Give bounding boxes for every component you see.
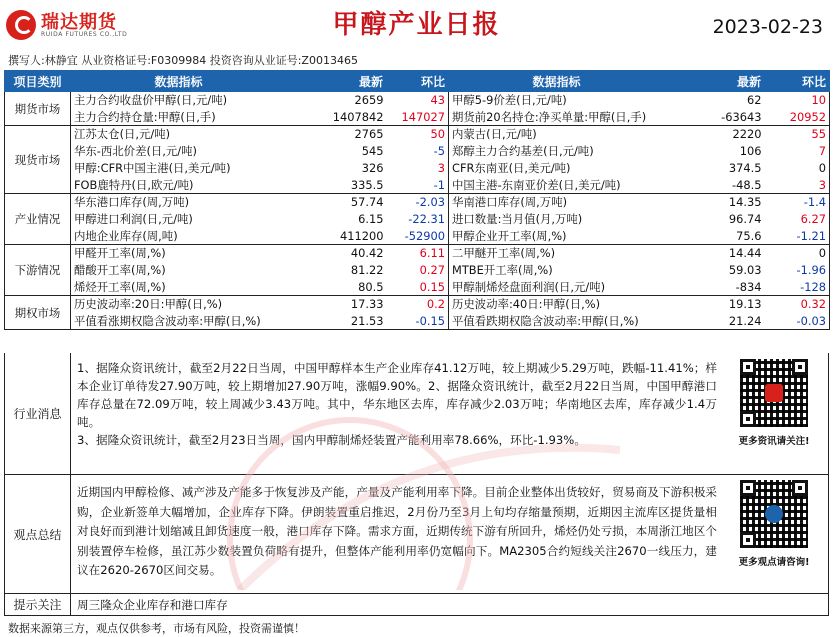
left-latest-cell: 545 bbox=[361, 144, 384, 158]
right-indicator-cell: 甲醇5-9价差(日,元/吨) bbox=[452, 93, 567, 108]
right-latest-cell: 2220 bbox=[732, 127, 762, 142]
view-text: 近期国内甲醇检修、减产涉及产能多于恢复涉及产能，产量及产能利用率下降。目前企业整体出货较好，贸易商及下游积极采购，企业新签单大幅增加，企业库存下降。伊朗装置重启推迟，2月份乃至3月上旬均存缩量预期，近期因主流库区提货量相对良好而到港计划缩减且卸货速度一般，港口库存下降。需求方面，近期传统下游有所回升，烯烃仍处亏损，本周浙江地区个别装置停车检修，虽江苏少数装置负荷略有提升，但整体产能利用率仍宽幅向下。MA2305合约短线关注2670一线压力，建议在2620-2670区间交易。 bbox=[77, 485, 717, 577]
right-indicator-cell: 二甲醚开工率(周,%) bbox=[452, 246, 556, 261]
left-change-cell: 0.2 bbox=[387, 296, 449, 313]
right-indicator-cell: 历史波动率:40日:甲醇(日,%) bbox=[452, 297, 601, 312]
header-latest-left: 最新 bbox=[287, 71, 387, 92]
right-latest-cell: 374.5 bbox=[728, 161, 762, 175]
table-header-row bbox=[5, 71, 830, 92]
left-indicator-cell: 甲醛开工率(周,%) bbox=[74, 246, 166, 261]
right-indicator-cell: MTBE开工率(周,%) bbox=[452, 263, 553, 277]
left-change-cell: 43 bbox=[387, 92, 449, 109]
right-latest-cell: -834 bbox=[665, 279, 765, 296]
table-row bbox=[5, 177, 830, 194]
right-change-cell: -128 bbox=[765, 279, 830, 296]
left-indicator-cell: 烯烃开工率(周,%) bbox=[71, 279, 287, 296]
left-latest-cell: 411200 bbox=[287, 228, 387, 245]
header-category: 项目类别 bbox=[5, 71, 71, 92]
right-change-cell: 10 bbox=[765, 92, 830, 109]
right-latest-cell: 106 bbox=[739, 144, 762, 158]
view-qr-caption: 更多观点请咨询! bbox=[738, 557, 810, 568]
right-latest-cell: 96.74 bbox=[728, 212, 762, 226]
left-indicator-cell: 内地企业库存(周,吨) bbox=[71, 228, 287, 245]
category-cell: 期权市场 bbox=[5, 296, 71, 330]
right-indicator-cell: 内蒙古(日,元/吨) bbox=[452, 127, 537, 142]
right-change-cell: -1.96 bbox=[765, 262, 830, 279]
logo-text: 瑞达期货 bbox=[41, 12, 117, 33]
table-row bbox=[5, 109, 830, 126]
left-change-cell: -52900 bbox=[387, 228, 449, 245]
left-indicator-cell: 平值看涨期权隐含波动率:甲醇(日,%) bbox=[71, 313, 287, 330]
industry-news-section bbox=[4, 353, 829, 475]
left-indicator-cell: 主力合约收盘价甲醇(日,元/吨) bbox=[74, 93, 228, 108]
left-indicator-cell: 甲醇:CFR中国主港(日,美元/吨) bbox=[74, 161, 231, 175]
left-change-cell: 50 bbox=[387, 126, 449, 143]
qr-code-icon bbox=[740, 480, 808, 548]
header-indicator-right: 数据指标 bbox=[449, 71, 665, 92]
category-cell: 期货市场 bbox=[5, 92, 71, 126]
right-latest-cell: -48.5 bbox=[665, 177, 765, 194]
tip-text: 周三隆众企业库存和港口库存 bbox=[77, 598, 228, 612]
left-change-cell: -1 bbox=[387, 177, 449, 194]
table-row bbox=[5, 194, 830, 211]
news-qr-box bbox=[724, 359, 824, 447]
left-latest-cell: 2659 bbox=[354, 93, 384, 108]
table-row bbox=[5, 92, 830, 109]
data-table bbox=[4, 70, 830, 330]
right-change-cell: 7 bbox=[765, 143, 830, 160]
right-change-cell: 3 bbox=[765, 177, 830, 194]
view-qr-box bbox=[724, 480, 824, 568]
left-indicator-cell: FOB鹿特丹(日,欧元/吨) bbox=[71, 177, 287, 194]
right-indicator-cell: CFR东南亚(日,美元/吨) bbox=[452, 161, 571, 175]
left-indicator-cell: 华东-西北价差(日,元/吨) bbox=[74, 144, 197, 158]
qr-code-icon bbox=[740, 359, 808, 427]
table-body bbox=[5, 92, 830, 330]
view-category: 观点总结 bbox=[5, 475, 71, 593]
left-change-cell: 3 bbox=[387, 160, 449, 177]
table-row bbox=[5, 313, 830, 330]
header-change-right: 环比 bbox=[765, 71, 830, 92]
right-indicator-cell: 郑醇主力合约基差(日,元/吨) bbox=[452, 144, 594, 158]
right-latest-cell: -63643 bbox=[665, 109, 765, 126]
left-indicator-cell: 江苏太仓(日,元/吨) bbox=[74, 127, 171, 142]
right-indicator-cell: 进口数量:当月值(月,万吨) bbox=[452, 212, 583, 226]
left-change-cell: 0.27 bbox=[387, 262, 449, 279]
right-change-cell: -0.03 bbox=[765, 313, 830, 330]
right-indicator-cell: 甲醇企业开工率(周,%) bbox=[449, 228, 665, 245]
right-indicator-cell: 期货前20名持仓:净买单量:甲醇(日,手) bbox=[449, 109, 665, 126]
right-change-cell: 20952 bbox=[765, 109, 830, 126]
right-latest-cell: 59.03 bbox=[728, 263, 762, 277]
table-row bbox=[5, 296, 830, 313]
left-latest-cell: 17.33 bbox=[350, 297, 384, 312]
left-latest-cell: 80.5 bbox=[287, 279, 387, 296]
category-cell: 下游情况 bbox=[5, 245, 71, 296]
author-line: 撰写人:林静宜 从业资格证号:F0309984 投资咨询从业证号:Z0013465 bbox=[8, 54, 358, 67]
left-change-cell: -22.31 bbox=[387, 211, 449, 228]
viewpoint-section bbox=[4, 475, 829, 594]
right-indicator-cell: 中国主港-东南亚价差(日,美元/吨) bbox=[449, 177, 665, 194]
right-indicator-cell: 甲醇制烯烃盘面利润(日,元/吨) bbox=[449, 279, 665, 296]
right-latest-cell: 14.35 bbox=[728, 195, 762, 210]
table-row bbox=[5, 126, 830, 143]
disclaimer: 数据来源第三方，观点仅供参考，市场有风险，投资需谨慎！ bbox=[8, 622, 305, 635]
left-latest-cell: 21.53 bbox=[287, 313, 387, 330]
left-latest-cell: 57.74 bbox=[350, 195, 384, 210]
left-indicator-cell: 醋酸开工率(周,%) bbox=[74, 263, 166, 277]
report-date: 2023-02-23 bbox=[712, 16, 823, 38]
right-latest-cell: 21.24 bbox=[665, 313, 765, 330]
category-cell: 现货市场 bbox=[5, 126, 71, 194]
left-latest-cell: 40.42 bbox=[350, 246, 384, 261]
logo-en-text: RUIDA FUTURES CO.,LTD bbox=[41, 31, 128, 38]
table-row bbox=[5, 279, 830, 296]
right-change-cell: 6.27 bbox=[765, 211, 830, 228]
left-change-cell: 0.15 bbox=[387, 279, 449, 296]
table-row bbox=[5, 228, 830, 245]
right-change-cell: 0 bbox=[765, 245, 830, 262]
tip-section bbox=[4, 594, 829, 616]
table-row bbox=[5, 160, 830, 177]
right-latest-cell: 19.13 bbox=[728, 297, 762, 312]
left-indicator-cell: 华东港口库存(周,万吨) bbox=[74, 195, 190, 210]
table-row bbox=[5, 245, 830, 262]
tip-category: 提示关注 bbox=[5, 594, 71, 615]
left-change-cell: 6.11 bbox=[387, 245, 449, 262]
news-text: 1、据隆众资讯统计，截至2月22日当周，中国甲醇样本生产企业库存41.12万吨，较上期减少5.29万吨，跌幅-11.41%；样本企业订单待发27.90万吨，较上期增加27.90万吨，涨幅9.90%。2、据隆众资讯统计，截至2月22日当周，中国甲醇港口库存总量在72.09万吨，较上周减少3.43万吨。其中，华东地区去库，库存减少2.03万吨；华南地区去库，库存减少1.4万吨。 3、据隆众资讯统计，截至2月23日当周，国内甲醇制烯烃装置产能利用率78.66%，环比-1.93%。 bbox=[77, 361, 717, 447]
header-latest-right: 最新 bbox=[665, 71, 765, 92]
right-indicator-cell: 华南港口库存(周,万吨) bbox=[452, 195, 568, 210]
report-title: 甲醇产业日报 bbox=[332, 10, 501, 40]
left-latest-cell: 81.22 bbox=[350, 263, 384, 277]
table-row bbox=[5, 211, 830, 228]
right-change-cell: 55 bbox=[765, 126, 830, 143]
table-row bbox=[5, 143, 830, 160]
left-indicator-cell: 历史波动率:20日:甲醇(日,%) bbox=[74, 297, 223, 312]
header-change-left: 环比 bbox=[387, 71, 449, 92]
right-change-cell: 0 bbox=[765, 160, 830, 177]
left-latest-cell: 326 bbox=[361, 161, 384, 175]
right-latest-cell: 62 bbox=[747, 93, 762, 108]
category-cell: 产业情况 bbox=[5, 194, 71, 245]
right-change-cell: -1.21 bbox=[765, 228, 830, 245]
left-indicator-cell: 主力合约持仓量:甲醇(日,手) bbox=[71, 109, 287, 126]
left-latest-cell: 2765 bbox=[354, 127, 384, 142]
left-change-cell: 147027 bbox=[387, 109, 449, 126]
news-qr-caption: 更多资讯请关注! bbox=[738, 436, 810, 447]
left-change-cell: -0.15 bbox=[387, 313, 449, 330]
right-latest-cell: 75.6 bbox=[665, 228, 765, 245]
right-indicator-cell: 平值看跌期权隐含波动率:甲醇(日,%) bbox=[449, 313, 665, 330]
left-latest-cell: 335.5 bbox=[287, 177, 387, 194]
left-change-cell: -2.03 bbox=[387, 194, 449, 211]
header-indicator-left: 数据指标 bbox=[71, 71, 287, 92]
right-change-cell: 0.32 bbox=[765, 296, 830, 313]
left-change-cell: -5 bbox=[387, 143, 449, 160]
right-change-cell: -1.4 bbox=[765, 194, 830, 211]
right-latest-cell: 14.44 bbox=[728, 246, 762, 261]
left-latest-cell: 6.15 bbox=[358, 212, 384, 226]
news-category: 行业消息 bbox=[5, 353, 71, 474]
table-row bbox=[5, 262, 830, 279]
left-indicator-cell: 甲醇进口利润(日,元/吨) bbox=[74, 212, 193, 226]
report-header bbox=[0, 0, 833, 50]
left-latest-cell: 1407842 bbox=[287, 109, 387, 126]
